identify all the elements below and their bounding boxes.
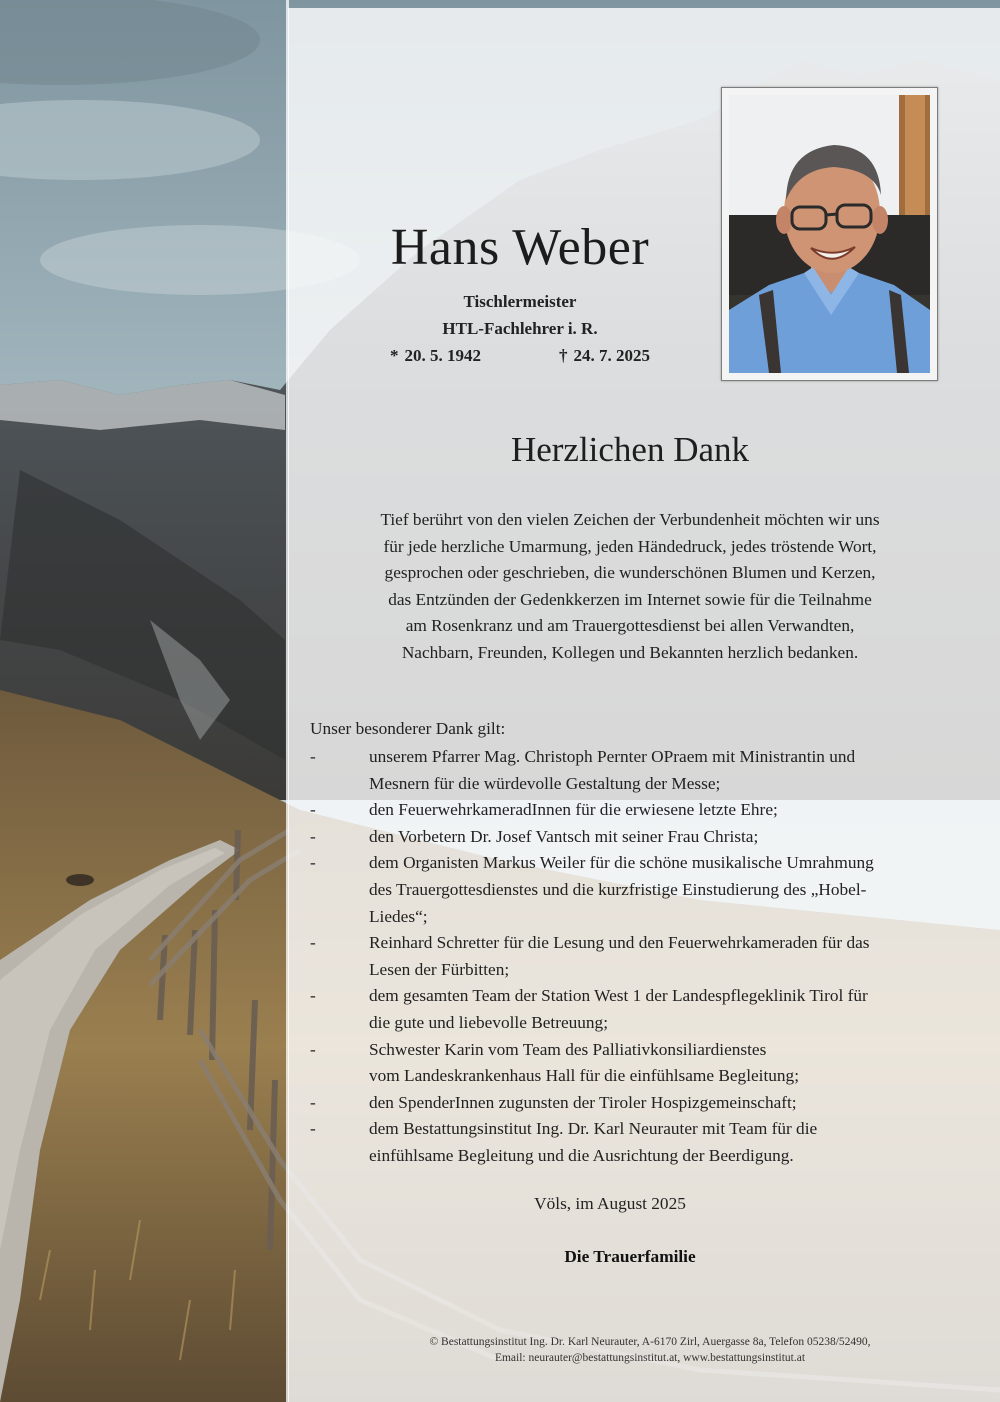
thanks-item-line: dem Organisten Markus Weiler für die schöne musikalische Umrahmung <box>369 853 874 873</box>
list-dash: - <box>310 1039 316 1059</box>
thanks-item-line: einfühlsame Begleitung und die Ausrichtung der Beerdigung. <box>369 1145 794 1165</box>
footer-line: © Bestattungsinstitut Ing. Dr. Karl Neurauter, A-6170 Zirl, Auergasse 8a, Telefon 05238/52490, <box>429 1336 871 1348</box>
thanks-item <box>310 850 970 930</box>
thanks-item <box>310 1116 970 1169</box>
thanks-item-line: dem Bestattungsinstitut Ing. Dr. Karl Neurauter mit Team für die <box>369 1119 818 1139</box>
cross-symbol: † <box>559 346 568 365</box>
list-dash: - <box>310 1119 316 1139</box>
thanks-item-line: Mesnern für die würdevolle Gestaltung der Messe; <box>369 773 721 793</box>
thanks-heading: Herzlichen Dank <box>510 430 750 469</box>
place-date: Völs, im August 2025 <box>534 1194 686 1213</box>
birth-date: 20. 5. 1942 <box>404 346 481 365</box>
thanks-item <box>310 824 970 851</box>
intro-line: Nachbarn, Freunden, Kollegen und Bekannten herzlich bedanken. <box>401 642 859 662</box>
thanks-item-line: den Vorbetern Dr. Josef Vantsch mit seiner Frau Christa; <box>369 826 759 846</box>
thanks-item-line: die gute und liebevolle Betreuung; <box>369 1012 608 1032</box>
intro-line: am Rosenkranz und am Trauergottesdienst bei allen Verwandten, <box>405 616 855 636</box>
list-dash: - <box>310 986 316 1006</box>
special-thanks-list <box>310 744 970 1170</box>
thanks-item <box>310 744 970 797</box>
funeral-home-footer <box>300 1334 1000 1366</box>
thanks-item <box>310 797 970 824</box>
intro-paragraph <box>316 507 944 667</box>
thanks-item-line: Lesen der Fürbitten; <box>369 959 510 979</box>
list-dash: - <box>310 826 316 846</box>
intro-line: Tief berührt von den vielen Zeichen der Verbundenheit möchten wir uns <box>380 510 880 529</box>
intro-line: das Entzünden der Gedenkkerzen im Internet sowie für die Teilnahme <box>388 589 872 609</box>
thanks-item-line: Liedes“; <box>369 906 428 926</box>
list-dash: - <box>310 800 316 820</box>
list-dash: - <box>310 853 316 873</box>
thanks-item <box>310 983 970 1036</box>
thanks-item <box>310 1090 970 1117</box>
birth-symbol: * <box>390 346 399 365</box>
profession-line: Tischlermeister <box>463 292 577 311</box>
birth-date-group <box>390 346 481 366</box>
thanks-item-line: des Trauergottesdienstes und die kurzfristige Einstudierung des „Hobel- <box>369 879 867 899</box>
special-thanks-title: Unser besonderer Dank gilt: <box>310 719 506 738</box>
thanks-item-line: unserem Pfarrer Mag. Christoph Pernter OPraem mit Ministrantin und <box>369 747 856 766</box>
intro-line: für jede herzliche Umarmung, jeden Händedruck, jedes tröstende Wort, <box>383 536 877 556</box>
death-date: 24. 7. 2025 <box>573 346 650 365</box>
list-dash: - <box>310 1092 316 1112</box>
thanks-item <box>310 1037 970 1090</box>
thanks-item-line: Schwester Karin vom Team des Palliativkonsiliardienstes <box>369 1039 767 1059</box>
thanks-item <box>310 930 970 983</box>
portrait-photo <box>729 95 930 373</box>
intro-line: gesprochen oder geschrieben, die wunderschönen Blumen und Kerzen, <box>384 563 876 583</box>
thanks-item-line: Reinhard Schretter für die Lesung und den Feuerwehrkameraden für das <box>369 933 870 953</box>
thanks-item-line: den FeuerwehrkameradInnen für die erwiesene letzte Ehre; <box>369 800 778 820</box>
thanks-item-line: vom Landeskrankenhaus Hall für die einfühlsame Begleitung; <box>369 1066 799 1086</box>
deceased-name: Hans Weber <box>390 219 650 276</box>
list-dash: - <box>310 747 316 766</box>
death-date-group <box>559 346 650 366</box>
family-signature: Die Trauerfamilie <box>564 1247 696 1266</box>
portrait-frame <box>721 87 938 381</box>
list-dash: - <box>310 933 316 953</box>
footer-line: Email: neurauter@bestattungsinstitut.at, www.bestattungsinstitut.at <box>494 1352 806 1364</box>
thanks-item-line: den SpenderInnen zugunsten der Tiroler Hospizgemeinschaft; <box>369 1092 797 1112</box>
life-dates <box>390 346 650 366</box>
profession-line-2: HTL-Fachlehrer i. R. <box>442 319 598 338</box>
thanks-item-line: dem gesamten Team der Station West 1 der Landespflegeklinik Tirol für <box>369 986 868 1006</box>
